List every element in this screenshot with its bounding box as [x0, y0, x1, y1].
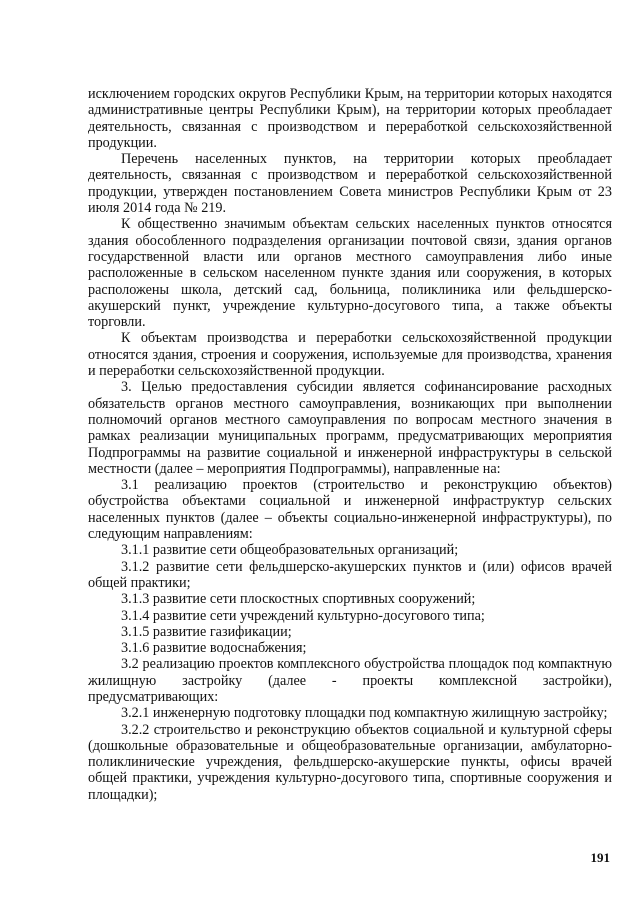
paragraph-3-1-4: 3.1.4 развитие сети учреждений культурно-досугового типа;: [121, 607, 485, 624]
paragraph-public-objects: К общественно значимым объектам сельских населенных пунктов относятся здания обособленного подразделения организации почтовой связи, здания органов государственной власти или органов местного самоуправления либо иные расположенные в сельском населенном пункте здания или сооружения, в которых расположены школа, детский сад, больница, поликлиника или фельдшерско-акушерский пункт, учреждение культурно-досугового типа, а также объекты торговли.: [88, 216, 612, 331]
page-number: 191: [590, 850, 610, 865]
paragraph-3-2-2: 3.2.2 строительство и реконструкцию объектов социальной и культурной сферы (дошкольные образовательные и общеобразовательные организации, амбулаторно-поликлинические учреждения, фельдшерско-акушерские пункты, офисы врачей общей практики, учреждения культурно-досугового типа, спортивные сооружения и площадки);: [88, 721, 612, 803]
document-body: [88, 86, 612, 803]
paragraph-production-objects: К объектам производства и переработки сельскохозяйственной продукции относятся здания, строения и сооружения, используемые для производства, хранения и переработки сельскохозяйственной продукции.: [88, 330, 612, 380]
paragraph-settlements-list: Перечень населенных пунктов, на территории которых преобладает деятельность, связанная с производством и переработкой сельскохозяйственной продукции, утвержден постановлением Совета министров Республики Крым от 23 июля 2014 года № 219.: [88, 151, 612, 217]
paragraph-3-2-1: 3.2.1 инженерную подготовку площадки под компактную жилищную застройку;: [121, 705, 608, 722]
paragraph-3-1-2: 3.1.2 развитие сети фельдшерско-акушерских пунктов и (или) офисов врачей общей практики;: [88, 558, 612, 591]
paragraph-3-1: 3.1 реализацию проектов (строительство и реконструкцию объектов) обустройства объектами социальной и инженерной инфраструктур сельских населенных пунктов (далее – объекты социально-инженерной инфраструктуры), по следующим направлениям:: [88, 477, 612, 543]
paragraph-3-1-6: 3.1.6 развитие водоснабжения;: [121, 640, 307, 657]
paragraph-3-1-1: 3.1.1 развитие сети общеобразовательных организаций;: [121, 542, 459, 559]
paragraph-3-subsidy-goal: 3. Целью предоставления субсидии является софинансирование расходных обязательств органов местного самоуправления, возникающих при выполнении полномочий органов местного самоуправления по вопросам местного значения в рамках реализации муниципальных программ, предусматривающих мероприятия Подпрограммы на развитие социальной и инженерной инфраструктуры в сельской местности (далее – мероприятия Подпрограммы), направленные на:: [88, 379, 612, 477]
paragraph-3-2: 3.2 реализацию проектов комплексного обустройства площадок под компактную жилищную застройку (далее - проекты комплексной застройки), предусматривающих:: [88, 656, 612, 705]
paragraph-3-1-3: 3.1.3 развитие сети плоскостных спортивных сооружений;: [121, 591, 476, 608]
paragraph-continuation: исключением городских округов Республики Крым, на территории которых находятся административные центры Республики Крым), на территории которых преобладает деятельность, связанная с производством и переработкой сельскохозяйственной продукции.: [88, 86, 612, 151]
paragraph-3-1-5: 3.1.5 развитие газификации;: [121, 623, 292, 640]
